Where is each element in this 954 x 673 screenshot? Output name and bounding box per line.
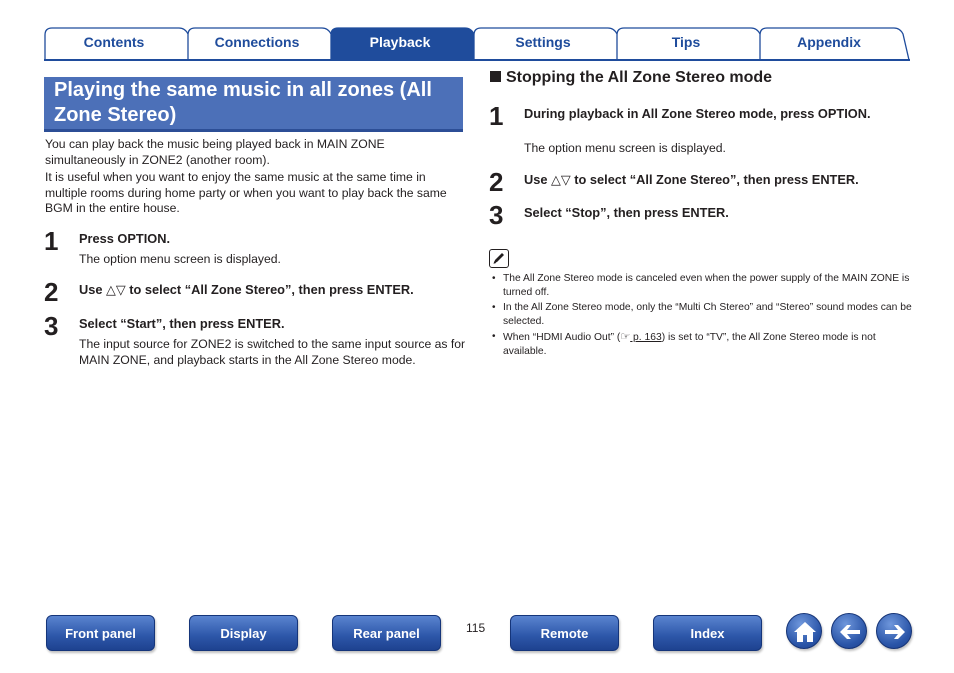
note-item: • When “HDMI Audio Out” (☞ p. 163) is set to “TV”, the All Zone Stereo mode is not available. [492, 330, 912, 359]
forward-arrow-icon [883, 620, 907, 644]
intro-paragraph-2: It is useful when you want to enjoy the same music at the same time in multiple rooms during home party or when you want to play back the same BGM in the entire house. [45, 170, 447, 215]
right-step-2-number: 2 [489, 167, 504, 197]
tab-tips[interactable]: Tips [671, 34, 701, 50]
tab-connections[interactable]: Connections [214, 34, 300, 50]
note-item: • The All Zone Stereo mode is canceled even when the power supply of the MAIN ZONE is turned off. [492, 272, 912, 300]
front-panel-button[interactable]: Front panel [46, 615, 155, 651]
back-button[interactable] [831, 613, 867, 649]
right-step-1-description: The option menu screen is displayed. [524, 141, 726, 155]
rear-panel-button[interactable]: Rear panel [332, 615, 441, 651]
top-tab-bar [44, 27, 910, 61]
reference-hand-icon: ☞ [620, 331, 631, 343]
forward-button[interactable] [876, 613, 912, 649]
section-heading [490, 69, 772, 87]
home-icon [793, 620, 817, 644]
page-title-box [44, 77, 463, 132]
pencil-note-icon [489, 249, 509, 268]
back-arrow-icon [838, 620, 862, 644]
remote-button[interactable]: Remote [510, 615, 619, 651]
tab-contents[interactable]: Contents [83, 34, 145, 50]
square-bullet-icon [490, 71, 501, 82]
section-heading-text: Stopping the All Zone Stereo mode [506, 69, 773, 86]
intro-paragraph-1: You can play back the music being played back in MAIN ZONE simultaneously in ZONE2 (another room). [45, 137, 385, 167]
page-number: 115 [466, 621, 486, 635]
display-button[interactable]: Display [189, 615, 298, 651]
note-item: • In the All Zone Stereo mode, only the “Multi Ch Stereo” and “Stereo” sound modes can be selected. [492, 301, 912, 329]
home-button[interactable] [786, 613, 822, 649]
left-step-1-heading: Press OPTION. [79, 231, 171, 246]
right-step-2-heading: Use △▽ to select “All Zone Stereo”, then press ENTER. [524, 172, 859, 187]
left-step-1-number: 1 [44, 226, 59, 256]
page-title: Playing the same music in all zones (All Zone Stereo) [54, 79, 432, 126]
left-step-3-number: 3 [44, 311, 59, 341]
left-step-3-heading: Select “Start”, then press ENTER. [79, 316, 285, 331]
page-reference-link[interactable]: p. 163 [630, 332, 662, 343]
right-step-3-number: 3 [489, 200, 504, 230]
left-step-1-description: The option menu screen is displayed. [79, 252, 281, 266]
right-step-1-heading: During playback in All Zone Stereo mode, press OPTION. [524, 106, 871, 121]
index-button[interactable]: Index [653, 615, 762, 651]
tab-divider-line [44, 59, 910, 61]
left-step-2-number: 2 [44, 277, 59, 307]
notes-list [492, 272, 912, 360]
tab-appendix[interactable]: Appendix [797, 34, 861, 50]
tab-settings[interactable]: Settings [515, 34, 571, 50]
tab-playback[interactable]: Playback [369, 34, 431, 50]
right-step-3-heading: Select “Stop”, then press ENTER. [524, 205, 729, 220]
left-step-3-description: The input source for ZONE2 is switched to the same input source as for MAIN ZONE, and playback starts in the All Zone Stereo mode. [79, 337, 466, 367]
left-step-2-heading: Use △▽ to select “All Zone Stereo”, then press ENTER. [79, 282, 414, 297]
right-step-1-number: 1 [489, 101, 504, 131]
